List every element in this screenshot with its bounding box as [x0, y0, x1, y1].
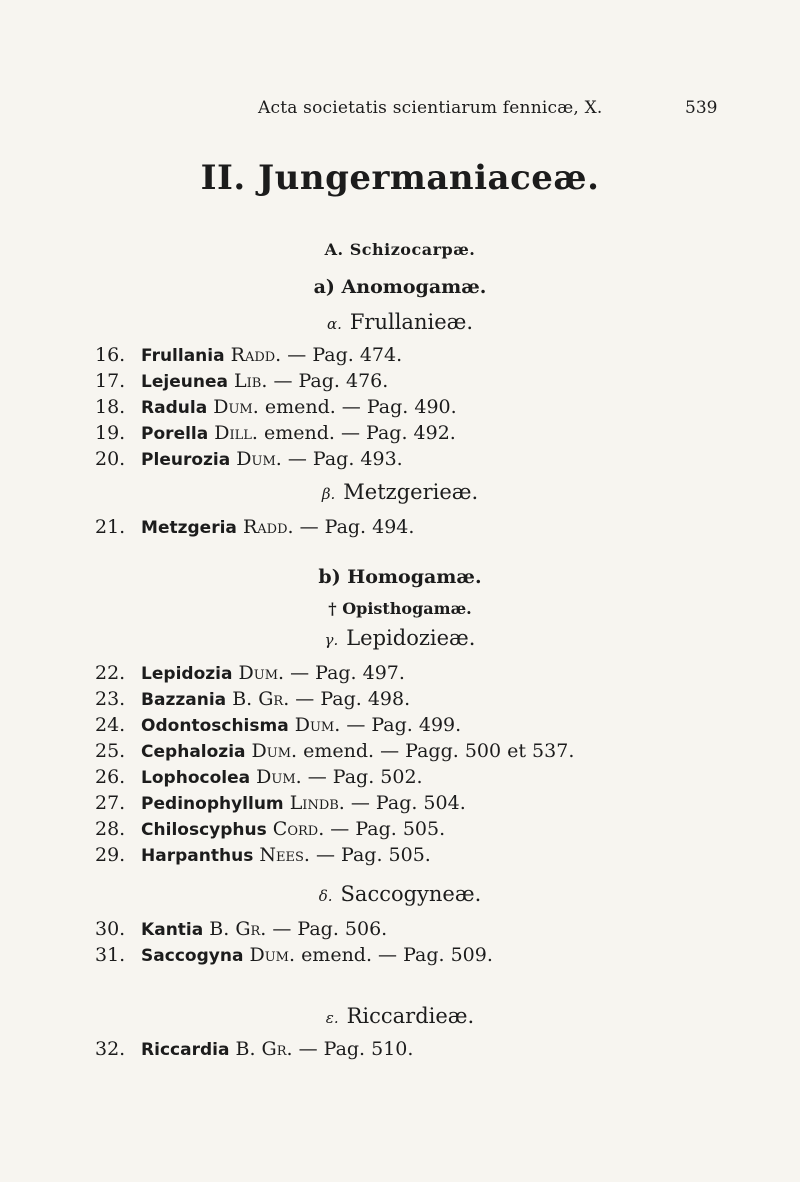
- entry-ref: — Pag. 476.: [273, 370, 389, 392]
- entry-number: 16.: [95, 344, 126, 366]
- group-a-title: a) Anomogamæ.: [313, 276, 487, 298]
- page-number: 539: [685, 98, 718, 118]
- list-item: [95, 448, 403, 470]
- entry-author: B. Gr.: [209, 918, 267, 940]
- list-item: [95, 662, 405, 684]
- tribe-symbol: β.: [321, 485, 336, 503]
- subgroup-title: † Opisthogamæ.: [328, 599, 472, 618]
- list-item: [95, 740, 574, 762]
- tribe-symbol: α.: [326, 315, 342, 333]
- entry-genus: Saccogyna: [141, 946, 244, 966]
- list-item: [95, 792, 466, 814]
- tribe-heading-beta: [0, 480, 800, 504]
- list-item: [95, 714, 461, 736]
- list-item: [95, 516, 414, 538]
- section-title: II. Jungermaniaceæ.: [200, 158, 600, 198]
- list-item: [95, 422, 456, 444]
- entry-author: Dill.: [214, 422, 258, 444]
- entry-number: 25.: [95, 740, 126, 762]
- tribe-name: Saccogyneæ.: [340, 882, 482, 906]
- entry-genus: Chiloscyphus: [141, 820, 267, 840]
- running-header: [0, 98, 800, 122]
- tribe-name: Frullanieæ.: [349, 310, 474, 334]
- entry-ref: — Pag. 494.: [299, 516, 415, 538]
- entry-genus: Cephalozia: [141, 742, 246, 762]
- tribe-symbol: γ.: [324, 631, 339, 649]
- entry-number: 27.: [95, 792, 126, 814]
- list-item: [95, 818, 445, 840]
- entry-author: Dum.: [213, 396, 259, 418]
- entry-ref: — Pag. 510.: [298, 1038, 414, 1060]
- entry-genus: Odontoschisma: [141, 716, 289, 736]
- list-item: [95, 944, 493, 966]
- entry-author: B. Gr.: [232, 688, 290, 710]
- entry-number: 21.: [95, 516, 126, 538]
- entry-ref: — Pag. 505.: [315, 844, 431, 866]
- entry-author: Lib.: [234, 370, 268, 392]
- entry-author: Lindb.: [289, 792, 345, 814]
- entry-genus: Kantia: [141, 920, 204, 940]
- entry-ref: — Pag. 504.: [350, 792, 466, 814]
- entry-author: Radd.: [230, 344, 282, 366]
- entry-genus: Frullania: [141, 346, 225, 366]
- entry-author: Dum.: [251, 740, 298, 762]
- list-item: [95, 918, 387, 940]
- entry-genus: Lejeunea: [141, 372, 228, 392]
- entry-genus: Pedinophyllum: [141, 794, 284, 814]
- entry-author: Dum.: [249, 944, 296, 966]
- entry-ref: — Pag. 474.: [287, 344, 403, 366]
- entry-ref: — Pag. 497.: [290, 662, 405, 684]
- tribe-symbol: δ.: [318, 887, 333, 905]
- list-item: [95, 370, 388, 392]
- tribe-heading-epsilon: [0, 1004, 800, 1028]
- entry-author: Dum.: [238, 662, 285, 684]
- tribe-name: Lepidozieæ.: [346, 626, 476, 650]
- list-item: [95, 766, 423, 788]
- entry-genus: Riccardia: [141, 1040, 230, 1060]
- entry-ref: emend. — Pag. 509.: [301, 944, 493, 966]
- entry-number: 28.: [95, 818, 126, 840]
- entry-genus: Porella: [141, 424, 209, 444]
- subsection-title: A. Schizocarpæ.: [324, 240, 476, 259]
- entry-ref: — Pag. 498.: [295, 688, 411, 710]
- entry-author: Radd.: [242, 516, 294, 538]
- entry-ref: emend. — Pag. 492.: [264, 422, 456, 444]
- entry-number: 19.: [95, 422, 126, 444]
- entry-author: Dum.: [294, 714, 341, 736]
- entry-author: B. Gr.: [235, 1038, 293, 1060]
- list-item: [95, 396, 457, 418]
- list-item: [95, 1038, 413, 1060]
- entry-genus: Lophocolea: [141, 768, 251, 788]
- group-b-title: b) Homogamæ.: [318, 566, 482, 588]
- entry-genus: Lepidozia: [141, 664, 233, 684]
- list-item: [95, 344, 402, 366]
- entry-number: 26.: [95, 766, 126, 788]
- tribe-heading-gamma: [0, 626, 800, 650]
- tribe-heading-delta: [0, 882, 800, 906]
- tribe-name: Metzgerieæ.: [343, 480, 479, 504]
- entry-ref: emend. — Pagg. 500 et 537.: [303, 740, 575, 762]
- list-item: [95, 844, 431, 866]
- entry-genus: Bazzania: [141, 690, 227, 710]
- entry-number: 22.: [95, 662, 126, 684]
- entry-number: 29.: [95, 844, 126, 866]
- entry-number: 17.: [95, 370, 126, 392]
- entry-number: 32.: [95, 1038, 126, 1060]
- entry-ref: — Pag. 493.: [287, 448, 403, 470]
- entry-number: 23.: [95, 688, 126, 710]
- entry-genus: Radula: [141, 398, 208, 418]
- entry-author: Dum.: [236, 448, 282, 470]
- list-item: [95, 688, 410, 710]
- entry-number: 18.: [95, 396, 126, 418]
- entry-ref: — Pag. 505.: [330, 818, 446, 840]
- entry-ref: — Pag. 506.: [272, 918, 388, 940]
- entry-ref: — Pag. 502.: [307, 766, 423, 788]
- tribe-symbol: ε.: [325, 1009, 339, 1027]
- entry-author: Nees.: [259, 844, 310, 866]
- journal-title: Acta societatis scientiarum fennicæ, X.: [258, 98, 603, 118]
- entry-author: Cord.: [272, 818, 325, 840]
- entry-author: Dum.: [256, 766, 302, 788]
- tribe-heading-alpha: [0, 310, 800, 334]
- entry-genus: Harpanthus: [141, 846, 254, 866]
- entry-genus: Pleurozia: [141, 450, 231, 470]
- entry-ref: emend. — Pag. 490.: [264, 396, 457, 418]
- entry-number: 30.: [95, 918, 126, 940]
- entry-genus: Metzgeria: [141, 518, 237, 538]
- entry-number: 31.: [95, 944, 126, 966]
- entry-number: 24.: [95, 714, 126, 736]
- entry-ref: — Pag. 499.: [346, 714, 462, 736]
- entry-number: 20.: [95, 448, 126, 470]
- tribe-name: Riccardieæ.: [346, 1004, 475, 1028]
